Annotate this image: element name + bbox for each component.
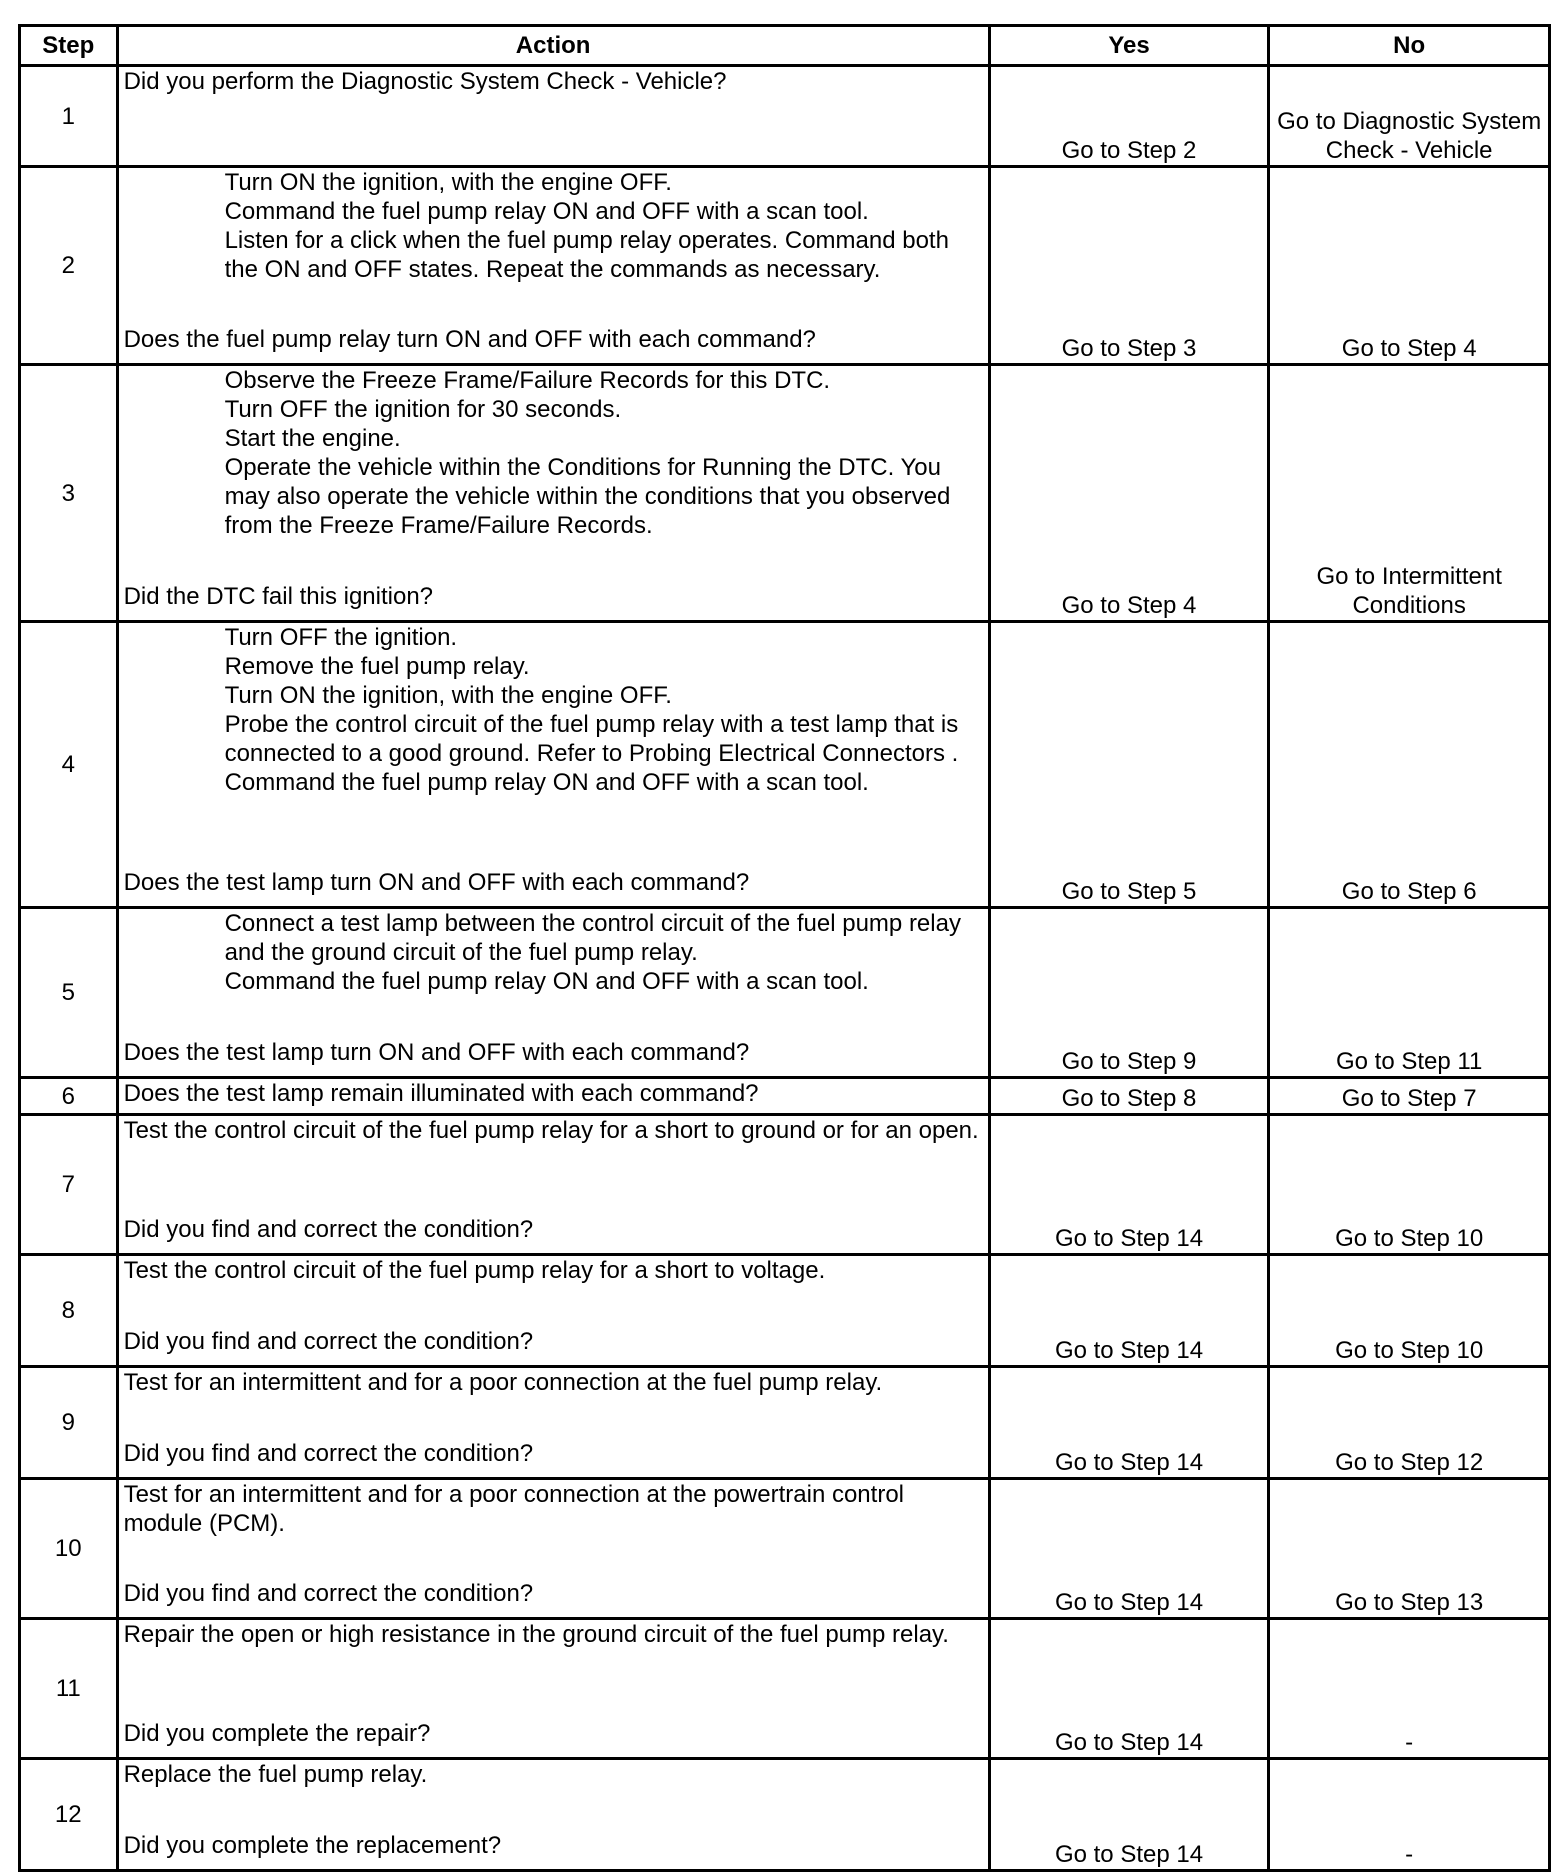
no-result: - <box>1269 1759 1550 1871</box>
header-yes: Yes <box>989 26 1269 66</box>
step-number: 12 <box>20 1759 118 1871</box>
instruction-line: Observe the Freeze Frame/Failure Records for this DTC. <box>224 367 831 394</box>
action-cell <box>117 622 989 908</box>
table-row <box>20 1115 1550 1255</box>
table-row <box>20 1619 1550 1759</box>
action-description: Test the control circuit of the fuel pump relay for a short to voltage. <box>123 1257 826 1284</box>
no-result: Go to Intermittent Conditions <box>1269 365 1550 622</box>
action-cell <box>117 1367 989 1479</box>
action-cell <box>117 1479 989 1619</box>
diagnostic-document <box>18 24 1551 1872</box>
header-no: No <box>1269 26 1550 66</box>
action-content <box>124 1256 983 1356</box>
step-number: 8 <box>20 1255 118 1367</box>
instruction-line: Command the fuel pump relay ON and OFF with a scan tool. <box>224 769 869 796</box>
step-number: 5 <box>20 908 118 1078</box>
action-cell <box>117 167 989 365</box>
no-result: Go to Step 12 <box>1269 1367 1550 1479</box>
step-number: 3 <box>20 365 118 622</box>
diagnostic-table <box>18 24 1551 1872</box>
instruction-line: Turn ON the ignition, with the engine OFF. <box>224 682 672 709</box>
step-number: 6 <box>20 1078 118 1115</box>
table-row <box>20 1759 1550 1871</box>
action-question: Did you perform the Diagnostic System Check - Vehicle? <box>123 68 727 95</box>
action-content <box>124 366 983 611</box>
action-question: Did you complete the replacement? <box>123 1832 502 1859</box>
yes-result: Go to Step 14 <box>989 1115 1269 1255</box>
action-cell <box>117 1619 989 1759</box>
action-content <box>123 1079 983 1107</box>
yes-result: Go to Step 14 <box>989 1759 1269 1871</box>
table-row <box>20 908 1550 1078</box>
action-description: Replace the fuel pump relay. <box>123 1761 428 1788</box>
no-result: - <box>1269 1619 1550 1759</box>
action-cell <box>117 1115 989 1255</box>
header-action: Action <box>117 26 989 66</box>
action-question: Does the test lamp turn ON and OFF with each command? <box>123 869 750 896</box>
instruction-line: Turn OFF the ignition for 30 seconds. <box>224 396 622 423</box>
action-description: Test the control circuit of the fuel pump relay for a short to ground or for an open. <box>123 1117 979 1144</box>
table-row <box>20 167 1550 365</box>
instruction-line: Start the engine. <box>224 425 401 452</box>
instruction-line: Command the fuel pump relay ON and OFF with a scan tool. <box>224 968 869 995</box>
table-row <box>20 365 1550 622</box>
table-row <box>20 622 1550 908</box>
no-result: Go to Step 11 <box>1269 908 1550 1078</box>
table-body <box>20 66 1550 1871</box>
yes-result: Go to Step 14 <box>989 1619 1269 1759</box>
action-cell <box>117 365 989 622</box>
action-cell <box>117 1759 989 1871</box>
no-result: Go to Step 4 <box>1269 167 1550 365</box>
step-number: 11 <box>20 1619 118 1759</box>
table-row <box>20 1479 1550 1619</box>
action-cell <box>117 66 989 167</box>
action-question: Did you complete the repair? <box>123 1720 431 1747</box>
no-result: Go to Step 13 <box>1269 1479 1550 1619</box>
action-question: Did you find and correct the condition? <box>123 1328 534 1355</box>
no-result: Go to Step 10 <box>1269 1255 1550 1367</box>
yes-result: Go to Step 8 <box>989 1078 1269 1115</box>
step-number: 2 <box>20 167 118 365</box>
instruction-line: Turn OFF the ignition. <box>224 624 458 651</box>
step-number: 9 <box>20 1367 118 1479</box>
yes-result: Go to Step 3 <box>989 167 1269 365</box>
yes-result: Go to Step 9 <box>989 908 1269 1078</box>
yes-result: Go to Step 2 <box>989 66 1269 167</box>
action-content <box>124 1760 983 1860</box>
table-header-row <box>20 26 1550 66</box>
action-question: Did you find and correct the condition? <box>123 1580 534 1607</box>
action-content <box>124 168 983 354</box>
yes-result: Go to Step 4 <box>989 365 1269 622</box>
instruction-list <box>124 366 983 540</box>
table-row <box>20 1078 1550 1115</box>
no-result: Go to Step 10 <box>1269 1115 1550 1255</box>
no-result: Go to Step 7 <box>1269 1078 1550 1115</box>
action-description: Repair the open or high resistance in the ground circuit of the fuel pump relay. <box>123 1621 949 1648</box>
step-number: 10 <box>20 1479 118 1619</box>
action-question: Does the test lamp remain illuminated with each command? <box>123 1080 759 1107</box>
step-number: 7 <box>20 1115 118 1255</box>
header-step: Step <box>20 26 118 66</box>
step-number: 4 <box>20 622 118 908</box>
step-number: 1 <box>20 66 118 167</box>
instruction-line: Connect a test lamp between the control circuit of the fuel pump relay and the ground circuit of the fuel pump relay. <box>224 910 961 966</box>
action-content <box>124 1116 983 1244</box>
instruction-list <box>124 623 983 797</box>
table-row <box>20 1255 1550 1367</box>
no-result: Go to Diagnostic System Check - Vehicle <box>1269 66 1550 167</box>
instruction-line: Operate the vehicle within the Conditions for Running the DTC. You may also operate the vehicle within the conditions that you observed from the Freeze Frame/Failure Records. <box>224 454 951 539</box>
action-content <box>124 1480 983 1608</box>
instruction-line: Command the fuel pump relay ON and OFF with a scan tool. <box>224 198 869 225</box>
action-content <box>124 1368 983 1468</box>
action-cell <box>117 1255 989 1367</box>
instruction-list <box>124 168 983 284</box>
action-cell <box>117 908 989 1078</box>
action-content <box>124 623 983 897</box>
table-row <box>20 66 1550 167</box>
action-content <box>124 67 983 156</box>
yes-result: Go to Step 14 <box>989 1479 1269 1619</box>
action-content <box>124 1620 983 1748</box>
yes-result: Go to Step 5 <box>989 622 1269 908</box>
action-content <box>124 909 983 1067</box>
no-result: Go to Step 6 <box>1269 622 1550 908</box>
instruction-list <box>124 909 983 996</box>
instruction-line: Probe the control circuit of the fuel pump relay with a test lamp that is connected to a good ground. Refer to Probing Electrical Connectors . <box>224 711 959 767</box>
action-question: Does the test lamp turn ON and OFF with each command? <box>123 1039 750 1066</box>
action-question: Did the DTC fail this ignition? <box>123 583 434 610</box>
action-cell <box>117 1078 989 1115</box>
action-question: Did you find and correct the condition? <box>123 1440 534 1467</box>
action-question: Did you find and correct the condition? <box>123 1216 534 1243</box>
instruction-line: Listen for a click when the fuel pump relay operates. Command both the ON and OFF states. Repeat the commands as necessary. <box>224 227 949 283</box>
yes-result: Go to Step 14 <box>989 1255 1269 1367</box>
instruction-line: Turn ON the ignition, with the engine OFF. <box>224 169 672 196</box>
table-row <box>20 1367 1550 1479</box>
action-question: Does the fuel pump relay turn ON and OFF with each command? <box>123 326 816 353</box>
action-description: Test for an intermittent and for a poor connection at the powertrain control module (PCM). <box>123 1481 904 1537</box>
yes-result: Go to Step 14 <box>989 1367 1269 1479</box>
instruction-line: Remove the fuel pump relay. <box>224 653 530 680</box>
action-description: Test for an intermittent and for a poor connection at the fuel pump relay. <box>123 1369 883 1396</box>
